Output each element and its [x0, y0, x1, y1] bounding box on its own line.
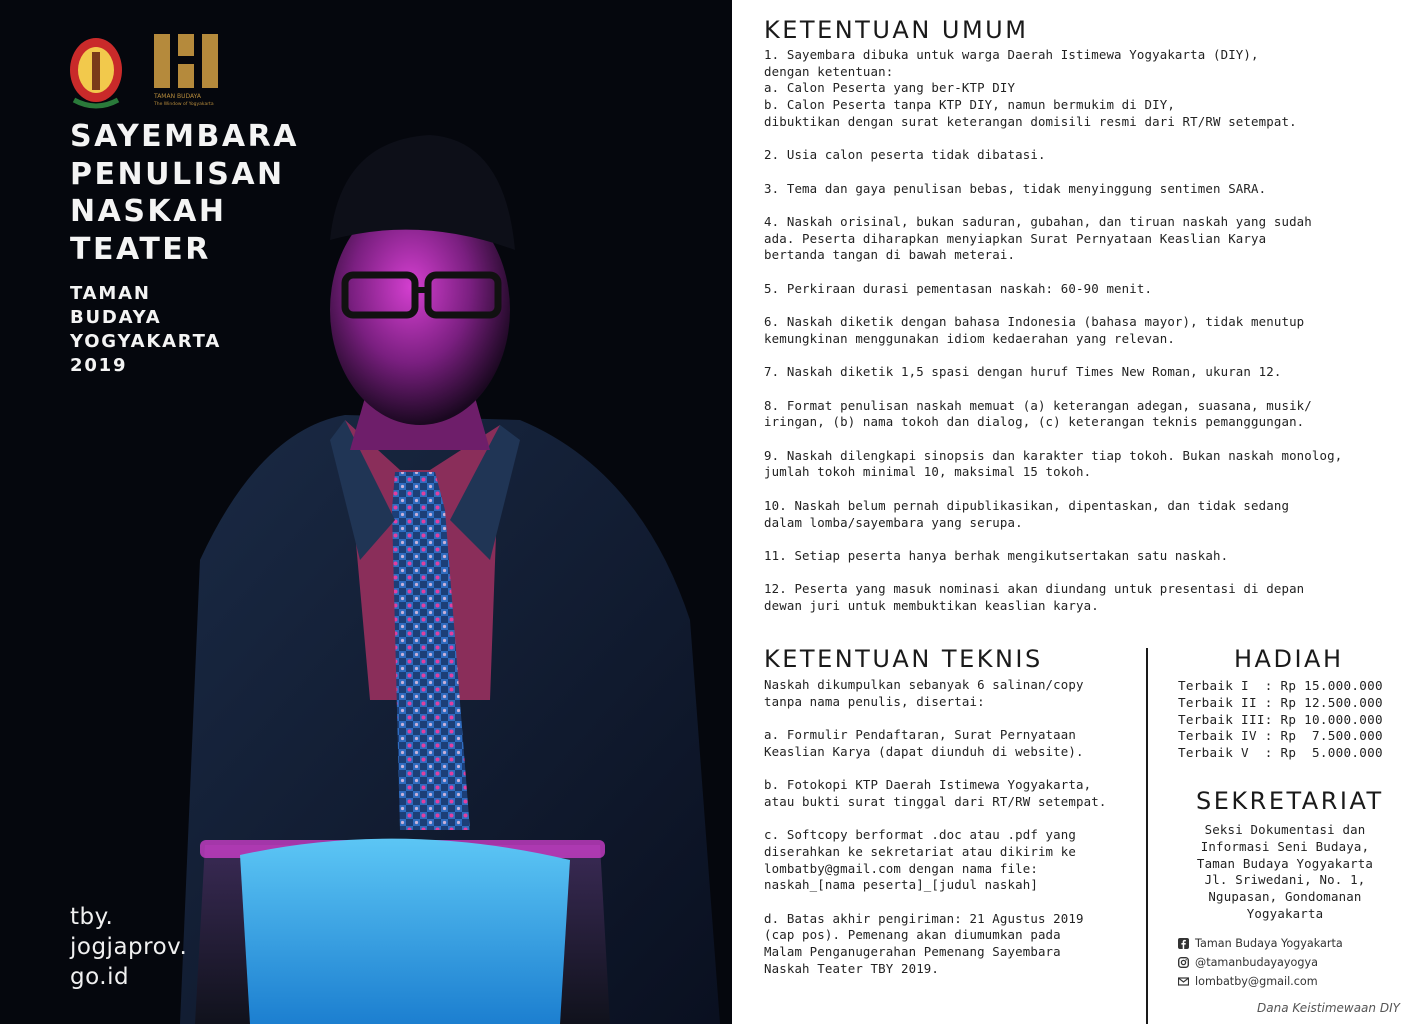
ketentuan-umum-heading: KETENTUAN UMUM: [764, 16, 1029, 44]
teknis-line: d. Batas akhir pengiriman: 21 Agustus 2019: [764, 910, 1084, 926]
hadiah-heading: HADIAH: [1234, 645, 1344, 673]
taman-budaya-logo-icon: [153, 34, 218, 107]
website-url[interactable]: [70, 902, 187, 992]
rule-line: dalam lomba/sayembara yang serupa.: [764, 514, 1023, 530]
teknis-line: naskah_[nama peserta]_[judul naskah]: [764, 877, 1038, 893]
rule-item: [764, 548, 1364, 565]
contact-email[interactable]: [1178, 972, 1343, 991]
teknis-paragraph: [764, 911, 1124, 978]
teknis-line: tanpa nama penulis, disertai:: [764, 693, 985, 709]
subtitle-line: TAMAN: [70, 283, 151, 304]
prize-item: Terbaik II : Rp 12.500.000: [1178, 694, 1383, 710]
rule-item: [764, 448, 1364, 481]
rule-line: 10. Naskah belum pernah dipublikasikan, dipentaskan, dan tidak sedang: [764, 497, 1290, 513]
rule-line: ada. Peserta diharapkan menyiapkan Surat Pernyataan Keaslian Karya: [764, 230, 1267, 246]
prize-item: Terbaik III: Rp 10.000.000: [1178, 711, 1383, 727]
rule-item: [764, 147, 1364, 164]
teknis-line: Naskah Teater TBY 2019.: [764, 960, 940, 976]
prize-item: Terbaik I : Rp 15.000.000: [1178, 678, 1383, 693]
teknis-paragraph: [764, 777, 1124, 810]
teknis-line: Naskah dikumpulkan sebanyak 6 salinan/copy: [764, 677, 1084, 692]
teknis-line: diserahkan ke sekretariat atau dikirim ke: [764, 843, 1077, 859]
teknis-paragraph: [764, 727, 1124, 760]
teknis-line: Keaslian Karya (dapat diunduh di website).: [764, 743, 1084, 759]
svg-text:TAMAN BUDAYA: TAMAN BUDAYA: [154, 93, 201, 100]
title-line: SAYEMBARA: [70, 119, 299, 154]
rule-line: jumlah tokoh minimal 10, maksimal 15 tokoh.: [764, 464, 1092, 480]
rule-line: 6. Naskah diketik dengan bahasa Indonesia (bahasa mayor), tidak menutup: [764, 314, 1305, 330]
teknis-line: b. Fotokopi KTP Daerah Istimewa Yogyakarta,: [764, 777, 1092, 793]
contact-text: @tamanbudayayogya: [1195, 956, 1318, 969]
title-line: TEATER: [70, 231, 211, 267]
instagram-icon: [1178, 957, 1189, 968]
url-line: tby.: [70, 904, 114, 930]
rule-line: dibuktikan dengan surat keterangan domisili resmi dari RT/RW setempat.: [764, 113, 1297, 129]
yogyakarta-emblem-icon: [70, 38, 122, 106]
address-line: Taman Budaya Yogyakarta: [1196, 855, 1374, 871]
rule-line: 3. Tema dan gaya penulisan bebas, tidak menyinggung sentimen SARA.: [764, 180, 1267, 196]
rule-line: 4. Naskah orisinal, bukan saduran, gubahan, dan tiruan naskah yang sudah: [764, 213, 1312, 229]
address-line: Seksi Dokumentasi dan: [1204, 822, 1366, 837]
rule-line: 5. Perkiraan durasi pementasan naskah: 60-90 menit.: [764, 280, 1153, 296]
subtitle-line: YOGYAKARTA: [70, 331, 222, 352]
url-line: jogjaprov.: [70, 934, 188, 960]
rule-line: b. Calon Peserta tanpa KTP DIY, namun bermukim di DIY,: [764, 97, 1175, 113]
rule-line: 9. Naskah dilengkapi sinopsis dan karakter tiap tokoh. Bukan naskah monolog,: [764, 447, 1343, 463]
prize-item: Terbaik V : Rp 5.000.000: [1178, 745, 1383, 761]
contact-text: lombatby@gmail.com: [1195, 975, 1318, 988]
address-line: Yogyakarta: [1246, 905, 1324, 921]
title-line: NASKAH: [70, 194, 227, 229]
teknis-line: atau bukti surat tinggal dari RT/RW setempat.: [764, 793, 1107, 809]
rule-line: 11. Setiap peserta hanya berhak mengikutsertakan satu naskah.: [764, 547, 1229, 563]
rule-item: [764, 281, 1364, 298]
rule-item: [764, 314, 1364, 347]
subtitle-line: BUDAYA: [70, 307, 162, 328]
prize-list: [1178, 678, 1383, 762]
title-line: PENULISAN: [70, 156, 285, 192]
poster-title: [70, 118, 299, 268]
rule-item: [764, 498, 1364, 531]
contact-facebook[interactable]: [1178, 934, 1343, 953]
rule-line: iringan, (b) nama tokoh dan dialog, (c) keterangan teknis pemanggungan.: [764, 414, 1305, 430]
subtitle-line: 2019: [70, 355, 128, 376]
contact-text: Taman Budaya Yogyakarta: [1195, 937, 1343, 950]
address-line: Jl. Sriwedani, No. 1,: [1204, 872, 1366, 888]
sekretariat-address: [1172, 822, 1398, 923]
rule-line: dewan juri untuk membuktikan keaslian karya.: [764, 598, 1099, 614]
facebook-icon: [1178, 938, 1189, 949]
teknis-line: Malam Penganugerahan Pemenang Sayembara: [764, 944, 1061, 960]
teknis-line: a. Formulir Pendaftaran, Surat Pernyataan: [764, 727, 1077, 743]
url-line: go.id: [70, 964, 130, 990]
poster-subtitle: [70, 282, 221, 378]
rule-item: [764, 47, 1364, 131]
prize-item: Terbaik IV : Rp 7.500.000: [1178, 728, 1383, 744]
rule-line: 1. Sayembara dibuka untuk warga Daerah Istimewa Yogyakarta (DIY),: [764, 47, 1259, 62]
address-line: Informasi Seni Budaya,: [1200, 838, 1370, 854]
teknis-line: c. Softcopy berformat .doc atau .pdf yang: [764, 827, 1077, 843]
contact-list: [1178, 934, 1343, 991]
rule-line: 2. Usia calon peserta tidak dibatasi.: [764, 147, 1046, 163]
rule-line: a. Calon Peserta yang ber-KTP DIY: [764, 80, 1016, 96]
teknis-paragraph: [764, 827, 1124, 894]
rule-item: [764, 398, 1364, 431]
sekretariat-heading: SEKRETARIAT: [1196, 787, 1384, 815]
teknis-line: (cap pos). Pemenang akan diumumkan pada: [764, 927, 1061, 943]
address-line: Ngupasan, Gondomanan: [1208, 889, 1362, 905]
logos: [68, 30, 228, 110]
svg-text:The Window of Yogyakarta: The Window of Yogyakarta: [154, 102, 214, 107]
poster-right-panel: [732, 0, 1420, 1024]
rule-item: [764, 581, 1364, 614]
rule-line: kemungkinan menggunakan idiom kedaerahan yang relevan.: [764, 330, 1175, 346]
rule-item: [764, 214, 1364, 264]
rule-line: dengan ketentuan:: [764, 63, 894, 79]
ketentuan-teknis-heading: KETENTUAN TEKNIS: [764, 645, 1043, 673]
mail-icon: [1178, 976, 1189, 987]
ketentuan-teknis-text: [764, 677, 1124, 994]
rule-item: [764, 181, 1364, 198]
column-divider: [1146, 648, 1148, 1024]
teknis-paragraph: [764, 677, 1124, 710]
rule-line: bertanda tangan di bawah meterai.: [764, 247, 1016, 263]
rule-item: [764, 364, 1364, 381]
teknis-line: lombatby@gmail.com dengan nama file:: [764, 860, 1038, 876]
rule-line: 8. Format penulisan naskah memuat (a) keterangan adegan, suasana, musik/: [764, 397, 1312, 413]
footer-note: Dana Keistimewaan DIY: [1257, 1001, 1400, 1015]
rule-line: 7. Naskah diketik 1,5 spasi dengan huruf Times New Roman, ukuran 12.: [764, 364, 1282, 380]
rule-line: 12. Peserta yang masuk nominasi akan diundang untuk presentasi di depan: [764, 581, 1305, 597]
ketentuan-umum-rules: [764, 47, 1364, 631]
contact-instagram[interactable]: [1178, 953, 1343, 972]
